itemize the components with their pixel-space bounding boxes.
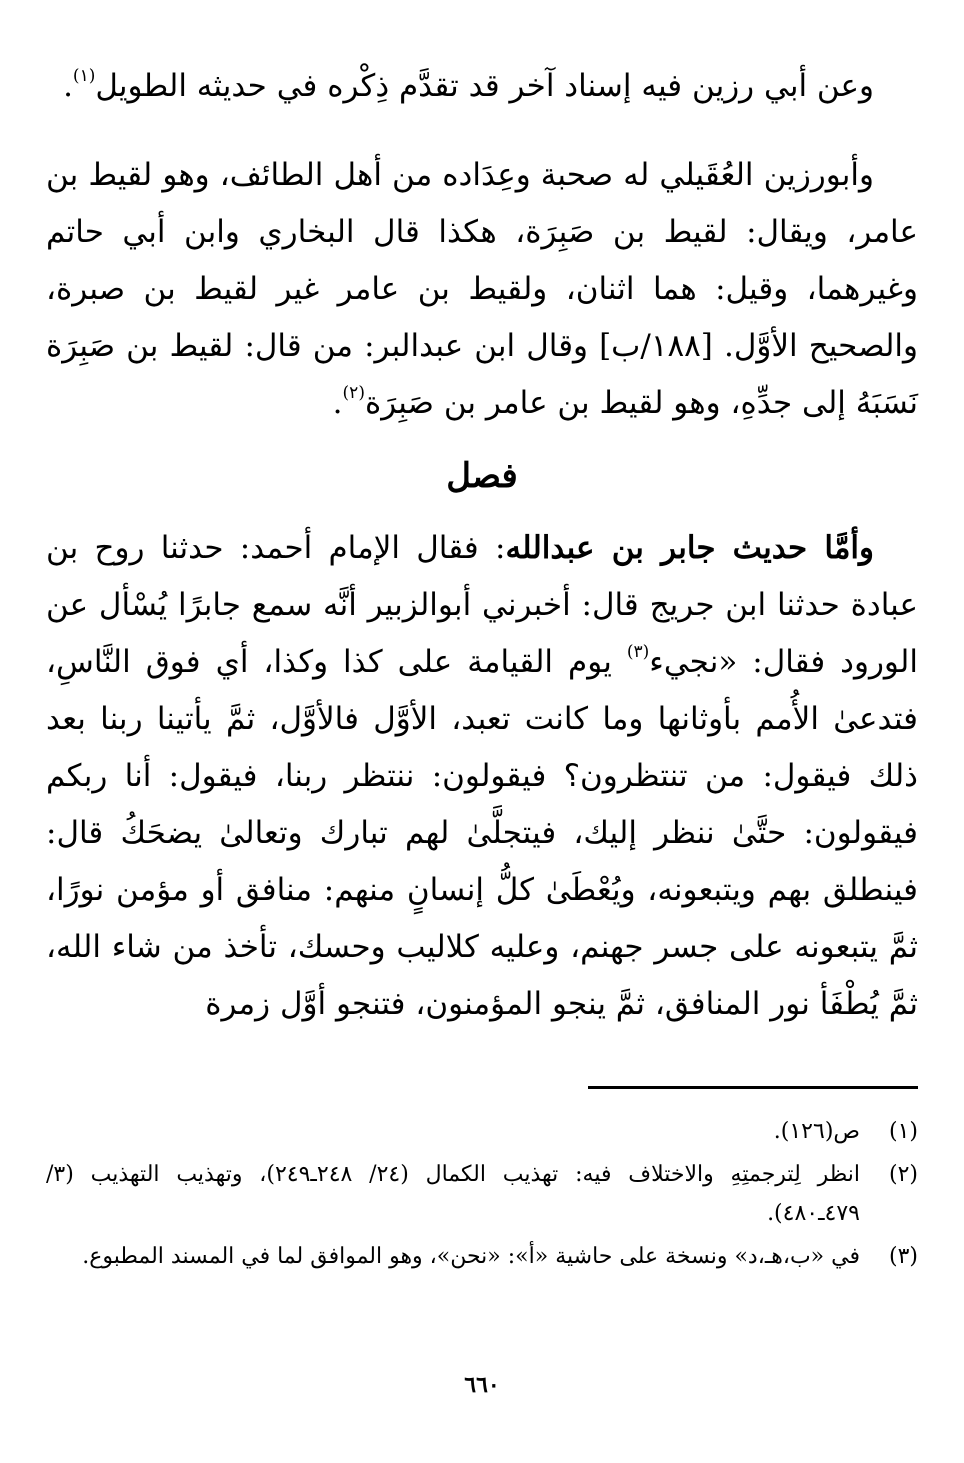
paragraph-3-text-b: يوم القيامة على كذا وكذا، أي فوق النَّاسِ، فتدعىٰ الأُمم بأوثانها وما كانت تعبد، الأوَّل فالأوَّل، ثمَّ يأتينا ربنا بعد ذلك فيقول: من تنتظرون؟ فيقولون: ننتظر ربنا، فيقول: أنا ربكم فيقولون: حتَّىٰ ننظر إليك، فيتجلَّىٰ لهم تبارك وتعالىٰ يضحَكُ قال: فينطلق بهم ويتبعونه، ويُعْطَىٰ كلُّ إنسانٍ منهم: منافق أو مؤمن نورًا، ثمَّ يتبعونه على جسر جهنم، وعليه كلاليب وحسك، تأخذ من شاء الله، ثمَّ يُطْفَأ نور المنافق، ثمَّ ينجو المؤمنون، فتنجو أوَّل زمرة <box>46 644 918 1022</box>
page-number: ٦٦٠ <box>464 1372 500 1398</box>
footnote-text: ص(١٢٦). <box>773 1119 860 1144</box>
paragraph-3-lead: وأمَّا حديث جابر بن عبدالله <box>505 530 875 566</box>
footnote-text: انظر لِترجمتِهِ والاختلاف فيه: تهذيب الكمال (٢٤/ ٢٤٨ـ٢٤٩)، وتهذيب التهذيب (٣/ ٤٧٩ـ٤٨٠). <box>46 1162 861 1226</box>
footnote-ref-3[interactable]: (٣) <box>626 641 650 662</box>
footnote-number: (١) <box>888 1119 918 1144</box>
footnote-ref-1[interactable]: (١) <box>72 65 96 86</box>
footnote-1 <box>46 1112 918 1151</box>
paragraph-2-text: وأبورزين العُقَيلي له صحبة وعِدَاده من أهل الطائف، وهو لقيط بن عامر، ويقال: لقيط بن صَبِرَة، هكذا قال البخاري وابن أبي حاتم وغيرهما، وقيل: هما اثنان، ولقيط بن عامر غير لقيط بن صبرة، والصحيح الأوَّل. [١٨٨/ب] وقال ابن عبدالبر: من قال: لقيط بن صَبِرَة نَسَبَهُ إلى جدِّهِ، وهو لقيط بن عامر بن صَبِرَة <box>46 157 919 421</box>
paragraph-3 <box>46 520 918 1033</box>
main-text <box>46 58 918 1033</box>
footnote-number: (٣) <box>888 1244 918 1269</box>
paragraph-1-end: . <box>63 68 73 104</box>
footnotes <box>46 1112 918 1280</box>
paragraph-2 <box>46 147 918 432</box>
paragraph-3-text-a: : فقال الإمام أحمد: حدثنا روح بن عبادة حدثنا ابن جريج قال: أخبرني أبوالزبير أنَّه سمع جابرًا يُسْأل عن الورود فقال: «نجيء <box>46 530 918 680</box>
footnote-ref-2[interactable]: (٢) <box>342 382 365 403</box>
footnote-number: (٢) <box>888 1162 918 1187</box>
section-heading: فصل <box>446 456 518 496</box>
footnote-separator <box>588 1086 918 1089</box>
paragraph-1-text: وعن أبي رزين فيه إسناد آخر قد تقدَّم ذِكْره في حديثه الطويل <box>95 68 874 104</box>
footnote-2 <box>46 1155 918 1233</box>
paragraph-1 <box>46 58 918 115</box>
footnote-3 <box>46 1237 918 1276</box>
footnote-text: في «ب،هـ،د» ونسخة على حاشية «أ»: «نحن»، وهو الموافق لما في المسند المطبوع. <box>82 1244 860 1269</box>
paragraph-2-end: . <box>332 385 343 421</box>
